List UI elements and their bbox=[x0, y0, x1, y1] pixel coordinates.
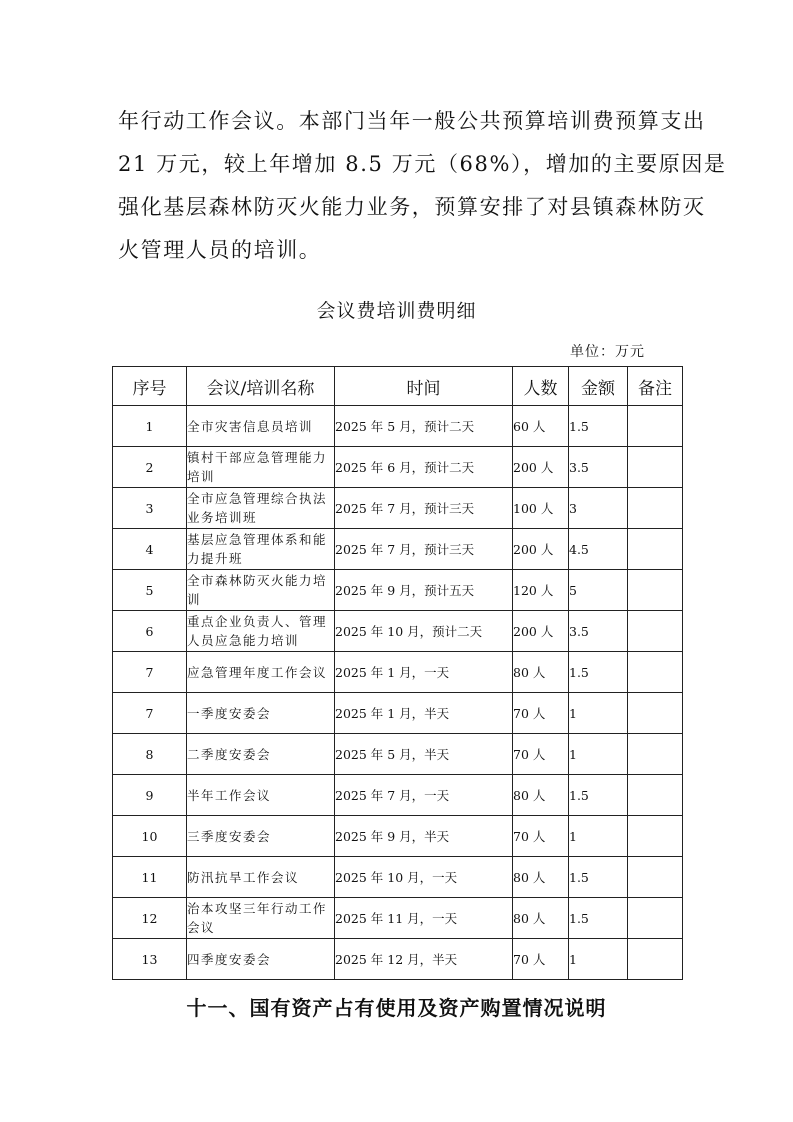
table-row bbox=[113, 447, 683, 488]
table-row bbox=[113, 529, 683, 570]
meeting-training-table bbox=[112, 366, 683, 980]
cell-time: 2025 年 7 月，预计三天 bbox=[335, 488, 513, 529]
cell-amount: 1.5 bbox=[569, 652, 628, 693]
cell-no: 7 bbox=[113, 652, 187, 693]
cell-amount: 1 bbox=[569, 939, 628, 980]
table-row bbox=[113, 775, 683, 816]
table-row bbox=[113, 406, 683, 447]
cell-no: 6 bbox=[113, 611, 187, 652]
cell-amount: 5 bbox=[569, 570, 628, 611]
cell-no: 5 bbox=[113, 570, 187, 611]
cell-name: 三季度安委会 bbox=[187, 816, 335, 857]
cell-time: 2025 年 10 月，一天 bbox=[335, 857, 513, 898]
cell-people: 200 人 bbox=[513, 447, 569, 488]
cell-note bbox=[628, 529, 683, 570]
table-row bbox=[113, 693, 683, 734]
cell-time: 2025 年 1 月，半天 bbox=[335, 693, 513, 734]
cell-no: 13 bbox=[113, 939, 187, 980]
header-no: 序号 bbox=[113, 367, 187, 406]
cell-people: 80 人 bbox=[513, 775, 569, 816]
cell-time: 2025 年 9 月，半天 bbox=[335, 816, 513, 857]
header-name: 会议/培训名称 bbox=[187, 367, 335, 406]
paragraph-line: 火管理人员的培训。 bbox=[118, 238, 322, 262]
table-body bbox=[113, 406, 683, 980]
cell-note bbox=[628, 611, 683, 652]
cell-time: 2025 年 9 月，预计五天 bbox=[335, 570, 513, 611]
cell-no: 7 bbox=[113, 693, 187, 734]
paragraph-line: 年行动工作会议。本部门当年一般公共预算培训费预算支出 bbox=[118, 109, 706, 133]
cell-name: 基层应急管理体系和能力提升班 bbox=[187, 529, 335, 570]
cell-people: 200 人 bbox=[513, 529, 569, 570]
cell-name: 应急管理年度工作会议 bbox=[187, 652, 335, 693]
section-heading: 十一、国有资产占有使用及资产购置情况说明 bbox=[186, 996, 607, 1020]
cell-name: 重点企业负责人、管理人员应急能力培训 bbox=[187, 611, 335, 652]
cell-time: 2025 年 12 月，半天 bbox=[335, 939, 513, 980]
cell-people: 80 人 bbox=[513, 898, 569, 939]
cell-people: 120 人 bbox=[513, 570, 569, 611]
cell-name: 镇村干部应急管理能力培训 bbox=[187, 447, 335, 488]
cell-no: 10 bbox=[113, 816, 187, 857]
cell-note bbox=[628, 652, 683, 693]
table-row bbox=[113, 570, 683, 611]
cell-note bbox=[628, 816, 683, 857]
cell-amount: 1 bbox=[569, 816, 628, 857]
cell-time: 2025 年 7 月，一天 bbox=[335, 775, 513, 816]
table-row bbox=[113, 816, 683, 857]
body-paragraph bbox=[118, 100, 727, 272]
cell-no: 4 bbox=[113, 529, 187, 570]
cell-people: 70 人 bbox=[513, 693, 569, 734]
cell-amount: 4.5 bbox=[569, 529, 628, 570]
cell-people: 80 人 bbox=[513, 857, 569, 898]
table-row bbox=[113, 939, 683, 980]
cell-no: 12 bbox=[113, 898, 187, 939]
cell-amount: 3.5 bbox=[569, 611, 628, 652]
cell-no: 3 bbox=[113, 488, 187, 529]
table-row bbox=[113, 611, 683, 652]
table-row bbox=[113, 734, 683, 775]
cell-time: 2025 年 7 月，预计三天 bbox=[335, 529, 513, 570]
cell-amount: 1.5 bbox=[569, 857, 628, 898]
cell-people: 80 人 bbox=[513, 652, 569, 693]
header-amount: 金额 bbox=[569, 367, 628, 406]
cell-note bbox=[628, 775, 683, 816]
table-row bbox=[113, 652, 683, 693]
cell-name: 半年工作会议 bbox=[187, 775, 335, 816]
cell-note bbox=[628, 898, 683, 939]
cell-name: 全市应急管理综合执法业务培训班 bbox=[187, 488, 335, 529]
table-header-row bbox=[113, 367, 683, 406]
cell-name: 二季度安委会 bbox=[187, 734, 335, 775]
table-row bbox=[113, 488, 683, 529]
cell-time: 2025 年 11 月，一天 bbox=[335, 898, 513, 939]
cell-people: 70 人 bbox=[513, 734, 569, 775]
cell-amount: 3 bbox=[569, 488, 628, 529]
cell-amount: 1 bbox=[569, 693, 628, 734]
cell-amount: 1 bbox=[569, 734, 628, 775]
cell-amount: 1.5 bbox=[569, 898, 628, 939]
cell-amount: 1.5 bbox=[569, 406, 628, 447]
cell-people: 70 人 bbox=[513, 939, 569, 980]
paragraph-line: 21 万元，较上年增加 8.5 万元（68%），增加的主要原因是 bbox=[118, 152, 727, 176]
cell-time: 2025 年 5 月，预计二天 bbox=[335, 406, 513, 447]
cell-note bbox=[628, 488, 683, 529]
cell-people: 200 人 bbox=[513, 611, 569, 652]
header-note: 备注 bbox=[628, 367, 683, 406]
cell-name: 防汛抗旱工作会议 bbox=[187, 857, 335, 898]
cell-amount: 3.5 bbox=[569, 447, 628, 488]
cell-name: 四季度安委会 bbox=[187, 939, 335, 980]
cell-no: 1 bbox=[113, 406, 187, 447]
cell-people: 60 人 bbox=[513, 406, 569, 447]
cell-no: 2 bbox=[113, 447, 187, 488]
cell-time: 2025 年 6 月，预计二天 bbox=[335, 447, 513, 488]
cell-people: 70 人 bbox=[513, 816, 569, 857]
cell-no: 9 bbox=[113, 775, 187, 816]
table-row bbox=[113, 857, 683, 898]
cell-note bbox=[628, 406, 683, 447]
cell-note bbox=[628, 570, 683, 611]
cell-name: 全市灾害信息员培训 bbox=[187, 406, 335, 447]
cell-note bbox=[628, 447, 683, 488]
cell-no: 8 bbox=[113, 734, 187, 775]
cell-note bbox=[628, 693, 683, 734]
cell-time: 2025 年 5 月，半天 bbox=[335, 734, 513, 775]
cell-no: 11 bbox=[113, 857, 187, 898]
table-row bbox=[113, 898, 683, 939]
cell-name: 治本攻坚三年行动工作会议 bbox=[187, 898, 335, 939]
paragraph-line: 强化基层森林防灭火能力业务，预算安排了对县镇森林防灭 bbox=[118, 195, 706, 219]
cell-people: 100 人 bbox=[513, 488, 569, 529]
cell-name: 一季度安委会 bbox=[187, 693, 335, 734]
cell-name: 全市森林防灭火能力培训 bbox=[187, 570, 335, 611]
cell-note bbox=[628, 939, 683, 980]
table-title: 会议费培训费明细 bbox=[316, 300, 477, 322]
table-unit-label: 单位：万元 bbox=[570, 344, 645, 360]
cell-time: 2025 年 1 月，一天 bbox=[335, 652, 513, 693]
cell-note bbox=[628, 857, 683, 898]
cell-amount: 1.5 bbox=[569, 775, 628, 816]
header-time: 时间 bbox=[335, 367, 513, 406]
header-people: 人数 bbox=[513, 367, 569, 406]
cell-time: 2025 年 10 月，预计二天 bbox=[335, 611, 513, 652]
cell-note bbox=[628, 734, 683, 775]
